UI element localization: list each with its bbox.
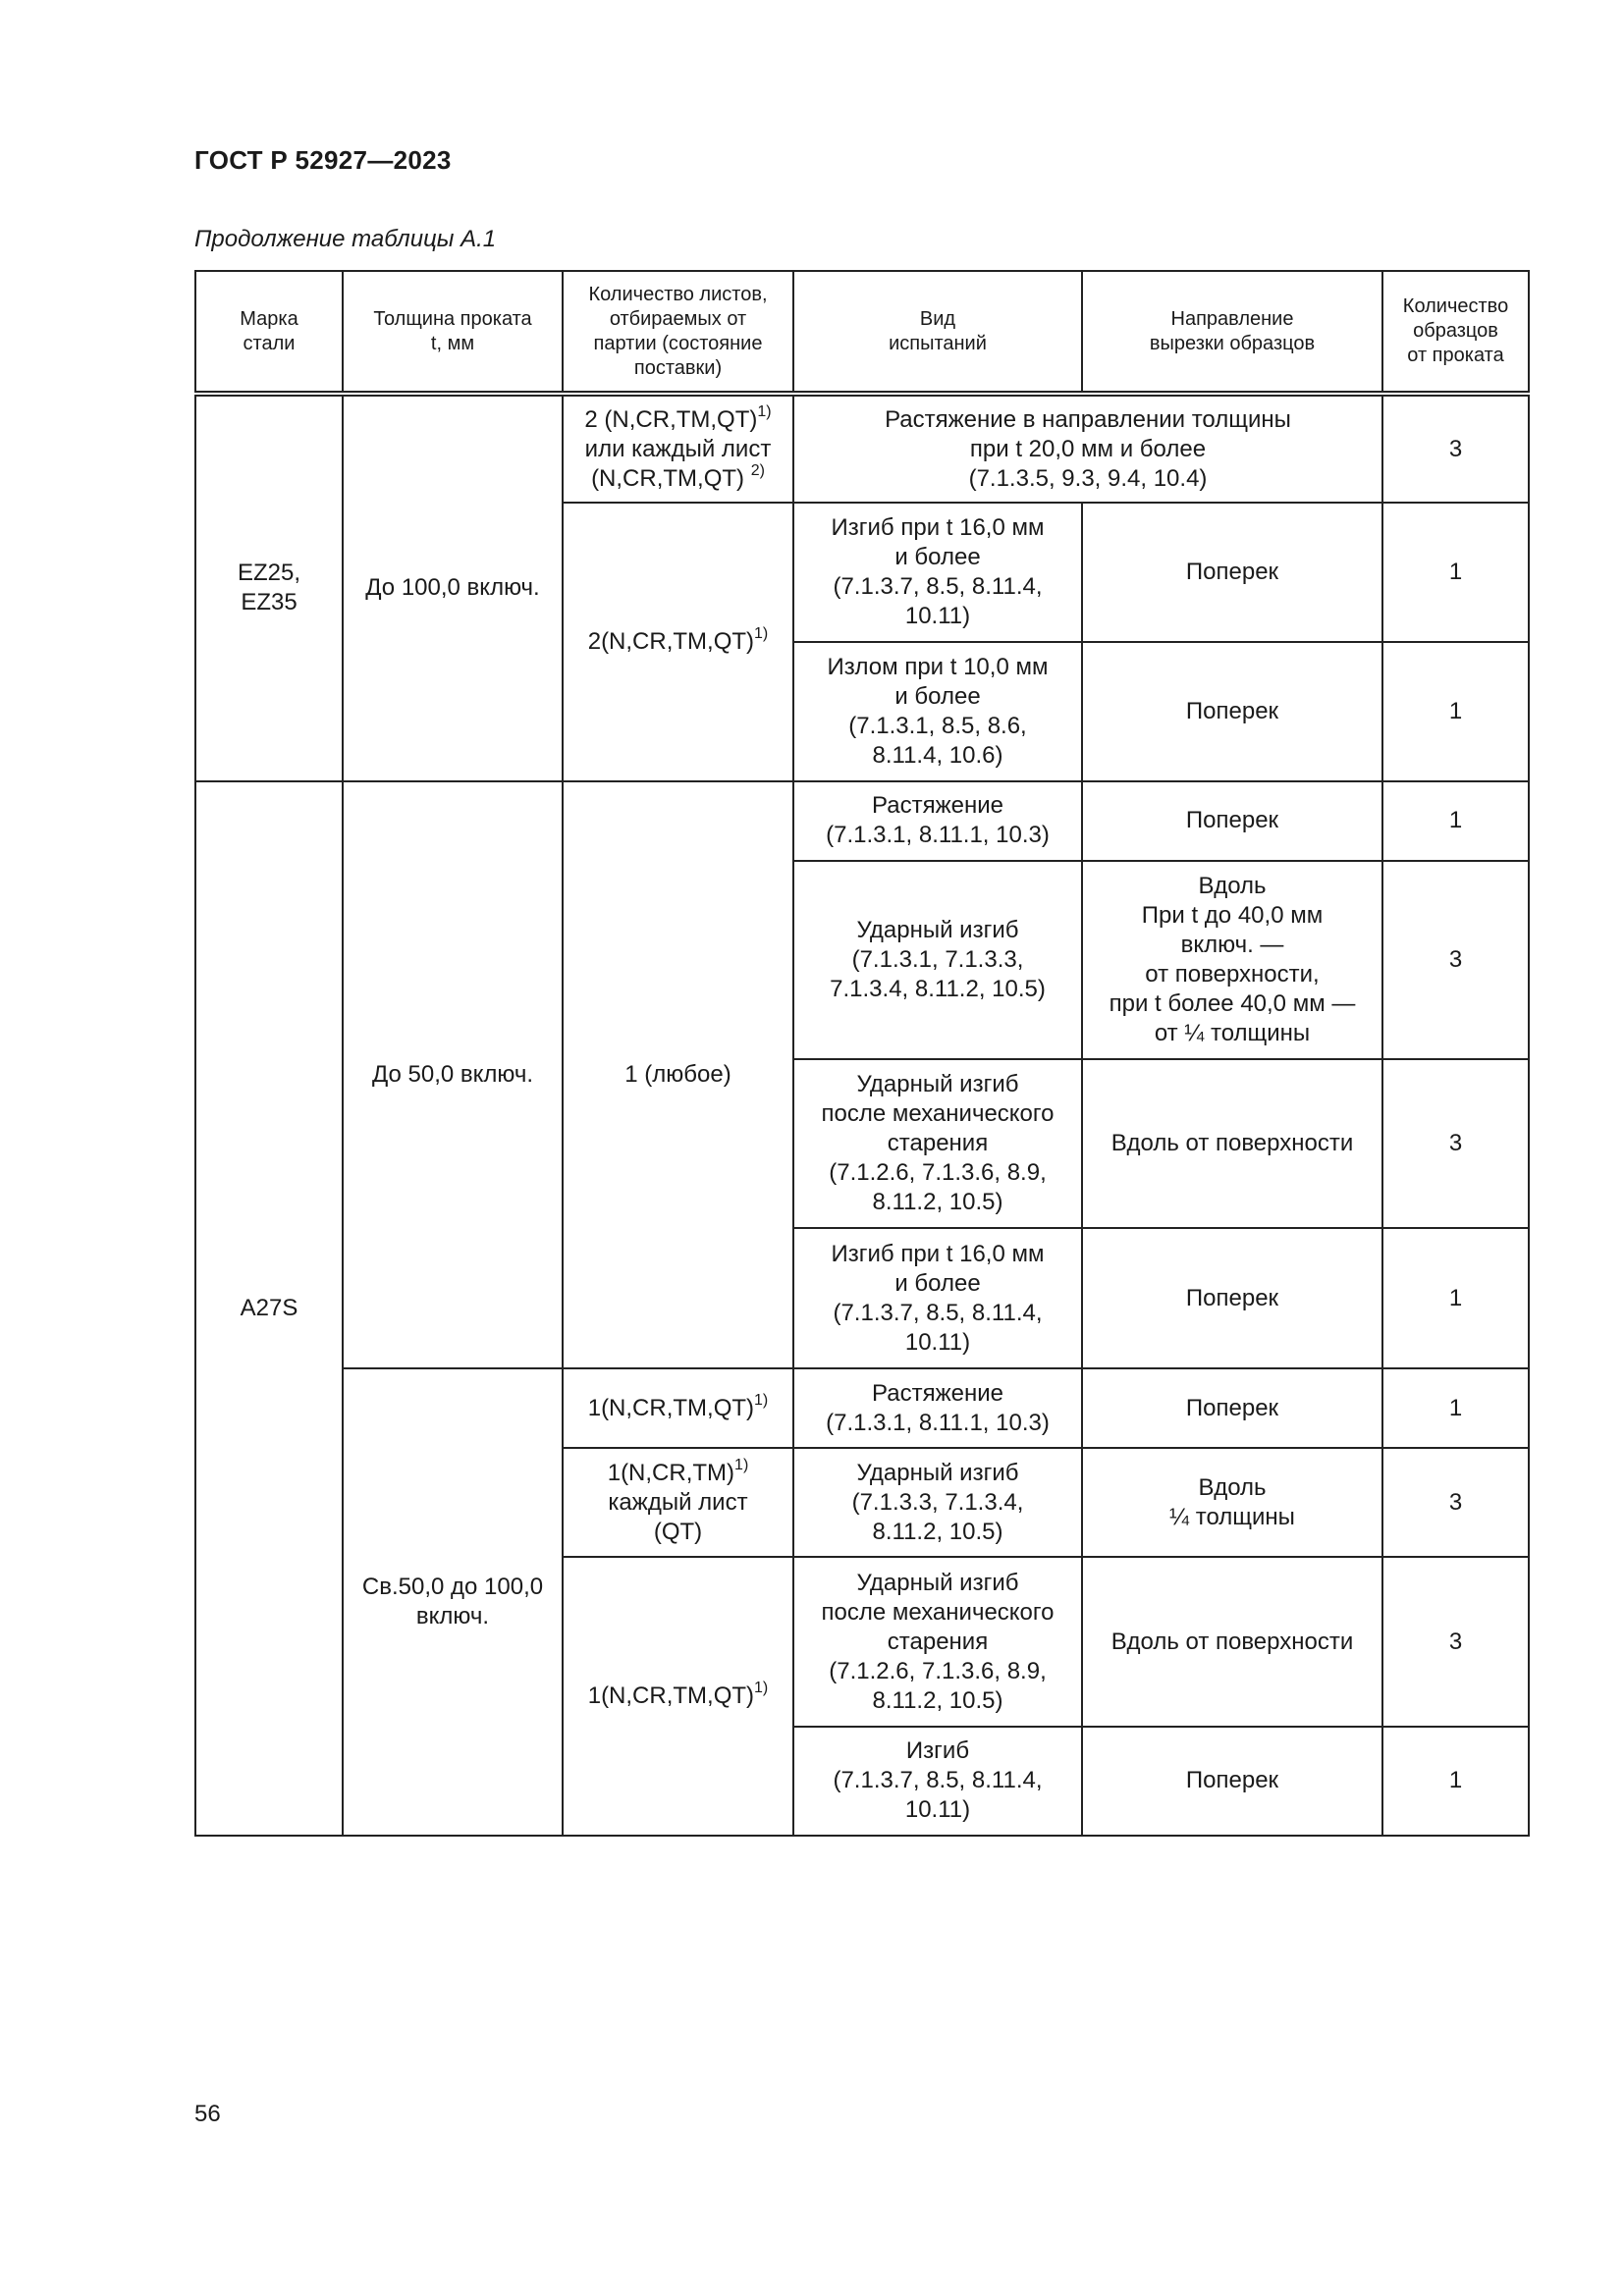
footnote-mark: 1) [754, 1680, 769, 1697]
qty-text: (N,CR,TM,QT) [591, 464, 751, 492]
cell-sample-count: 1 [1382, 642, 1529, 781]
steel-testing-table [194, 270, 1530, 1837]
cell-test-type: Излом при t 10,0 мм и более (7.1.3.1, 8.5, 8.6, 8.11.4, 10.6) [793, 642, 1082, 781]
cell-test-type: Ударный изгиб (7.1.3.1, 7.1.3.3, 7.1.3.4, 8.11.2, 10.5) [793, 861, 1082, 1059]
cell-test-type: Изгиб при t 16,0 мм и более (7.1.3.7, 8.5, 8.11.4, 10.11) [793, 1228, 1082, 1368]
cell-sheet-count [563, 1557, 793, 1836]
footnote-mark: 2) [750, 461, 765, 479]
table-row [195, 781, 1529, 861]
footnote-mark: 1) [757, 402, 772, 420]
cell-test-type: Растяжение (7.1.3.1, 8.11.1, 10.3) [793, 1368, 1082, 1448]
cell-grade-a27s: A27S [195, 781, 343, 1836]
cell-grade-ez: EZ25, EZ35 [195, 394, 343, 781]
cell-sample-count: 3 [1382, 1448, 1529, 1557]
cell-test-type: Изгиб (7.1.3.7, 8.5, 8.11.4, 10.11) [793, 1727, 1082, 1836]
col-header-thickness: Толщина проката t, мм [343, 271, 563, 394]
qty-text: 2 (N,CR,TM,QT) [584, 405, 758, 433]
table-row [195, 394, 1529, 503]
cell-direction: Поперек [1082, 1368, 1382, 1448]
cell-thickness-ez: До 100,0 включ. [343, 394, 563, 781]
cell-test-type: Изгиб при t 16,0 мм и более (7.1.3.7, 8.5, 8.11.4, 10.11) [793, 503, 1082, 642]
footnote-mark: 1) [754, 625, 769, 643]
qty-text: 1(N,CR,TM) [607, 1459, 735, 1486]
cell-sheet-count [563, 1368, 793, 1448]
footnote-mark: 1) [734, 1456, 749, 1473]
cell-direction: Поперек [1082, 503, 1382, 642]
cell-direction: Вдоль от поверхности [1082, 1059, 1382, 1228]
cell-direction: Поперек [1082, 642, 1382, 781]
cell-test-type: Ударный изгиб (7.1.3.3, 7.1.3.4, 8.11.2, 10.5) [793, 1448, 1082, 1557]
cell-sample-count: 3 [1382, 1557, 1529, 1726]
cell-direction: Поперек [1082, 1228, 1382, 1368]
qty-text: 1(N,CR,TM,QT) [587, 1394, 755, 1421]
cell-sheet-count [563, 503, 793, 780]
cell-direction: Поперек [1082, 781, 1382, 861]
table-row [195, 1368, 1529, 1448]
qty-text: или каждый лист [584, 435, 772, 462]
qty-text: 1(N,CR,TM,QT) [587, 1682, 755, 1710]
qty-text: 2(N,CR,TM,QT) [587, 628, 755, 656]
qty-text: каждый лист (QT) [608, 1488, 748, 1545]
cell-sample-count: 1 [1382, 1228, 1529, 1368]
cell-thickness-a27s-1: До 50,0 включ. [343, 781, 563, 1368]
cell-direction: Вдоль от поверхности [1082, 1557, 1382, 1726]
cell-test-type: Ударный изгиб после механического старения (7.1.2.6, 7.1.3.6, 8.9, 8.11.2, 10.5) [793, 1059, 1082, 1228]
cell-sheet-count [563, 1448, 793, 1557]
col-header-sheet-count: Количество листов, отбираемых от партии (состояние поставки) [563, 271, 793, 394]
table-header-row [195, 271, 1529, 394]
cell-sample-count: 3 [1382, 394, 1529, 503]
cell-sheet-count: 1 (любое) [563, 781, 793, 1368]
cell-sample-count: 3 [1382, 861, 1529, 1059]
cell-sample-count: 1 [1382, 503, 1529, 642]
cell-direction: Поперек [1082, 1727, 1382, 1836]
col-header-grade: Марка стали [195, 271, 343, 394]
cell-test-type: Ударный изгиб после механического старения (7.1.2.6, 7.1.3.6, 8.9, 8.11.2, 10.5) [793, 1557, 1082, 1726]
cell-sheet-count [563, 394, 793, 503]
footnote-mark: 1) [754, 1391, 769, 1409]
cell-sample-count: 1 [1382, 1727, 1529, 1836]
document-id: ГОСТ Р 52927—2023 [194, 145, 452, 175]
col-header-direction: Направление вырезки образцов [1082, 271, 1382, 394]
table-caption: Продолжение таблицы А.1 [194, 226, 497, 252]
cell-sample-count: 1 [1382, 781, 1529, 861]
page-number: 56 [194, 2101, 221, 2127]
cell-test-type: Растяжение в направлении толщины при t 20,0 мм и более (7.1.3.5, 9.3, 9.4, 10.4) [793, 394, 1382, 503]
cell-direction: Вдоль ¼ толщины [1082, 1448, 1382, 1557]
cell-sample-count: 1 [1382, 1368, 1529, 1448]
col-header-test-type: Вид испытаний [793, 271, 1082, 394]
cell-thickness-a27s-2: Св.50,0 до 100,0 включ. [343, 1368, 563, 1836]
cell-test-type: Растяжение (7.1.3.1, 8.11.1, 10.3) [793, 781, 1082, 861]
col-header-sample-count: Количество образцов от проката [1382, 271, 1529, 394]
cell-sample-count: 3 [1382, 1059, 1529, 1228]
cell-direction: Вдоль При t до 40,0 мм включ. — от поверхности, при t более 40,0 мм — от ¼ толщины [1082, 861, 1382, 1059]
